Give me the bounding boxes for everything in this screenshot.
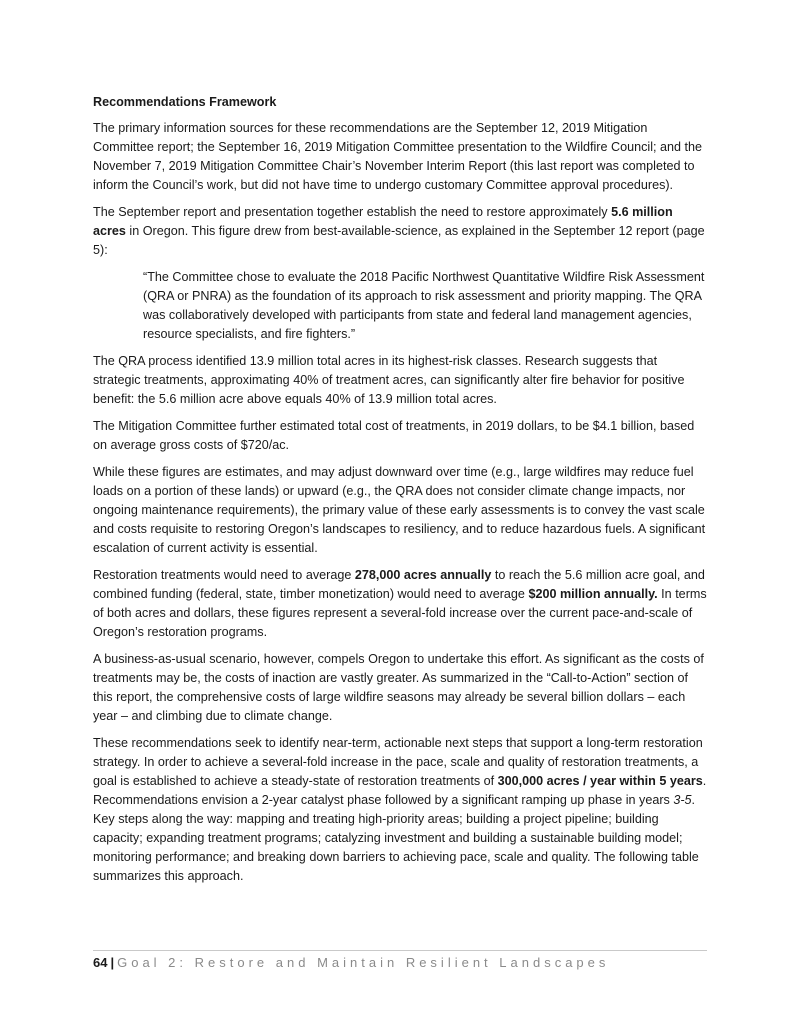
paragraph-business-as-usual: A business-as-usual scenario, however, compels Oregon to undertake this effort. As significant as the costs of treatments may be, the costs of inaction are vastly greater. As summarized in the “Call-to-Action” section of this report, the comprehensive costs of large wildfire seasons may already be several billion dollars – each year – and climbing due to climate change. <box>93 652 704 723</box>
paragraph-cost: The Mitigation Committee further estimated total cost of treatments, in 2019 dollars, to be $4.1 billion, based on average gross costs of $720/ac. <box>93 419 695 452</box>
goal-figure: 300,000 acres / year within 5 years <box>497 774 703 788</box>
acres-figure: 5.6 million acres <box>93 205 673 238</box>
paragraph-treatments-text-2: to reach the 5.6 million acre goal, and combined funding (federal, state, timber monetization) would need to average <box>93 568 705 601</box>
paragraph-estimates: While these figures are estimates, and may adjust downward over time (e.g., large wildfires may reduce fuel loads on a portion of these lands) or upward (e.g., the QRA does not consider climate change impacts, nor ongoing maintenance requirements), the primary value of these early assessments is to convey the vast scale and costs requisite to restoring Oregon’s landscapes to resiliency, and to reduce hazardous fuels. A significant escalation of current activity is essential. <box>93 465 706 555</box>
paragraph-need <box>93 203 707 260</box>
paragraph-qra: The QRA process identified 13.9 million total acres in its highest-risk classes. Research suggests that strategic treatments, approximating 40% of treatment acres, can significantly alter fire behavior for positive benefit: the 5.6 million acre above equals 40% of 13.9 million total acres. <box>93 354 685 406</box>
paragraph-treatments-text-3: In terms of both acres and dollars, these figures represent a several-fold increase over the current pace-and-scale of Oregon’s restoration programs. <box>93 587 707 639</box>
paragraph-need-text-1: The September report and presentation together establish the need to restore approximately <box>93 205 612 219</box>
paragraph-recommendations-text-3: . Key steps along the way: mapping and treating high-priority areas; building a project pipeline; building capacity; expanding treatment programs; catalyzing investment and building a sustainable building model; monitoring performance; and breaking down barriers to achieving pace, scale and quality. The following table summarizes this approach. <box>93 793 699 883</box>
document-body <box>93 93 707 894</box>
paragraph-need-text-2: in Oregon. This figure drew from best-available-science, as explained in the September 12 report (page 5): <box>93 224 705 257</box>
years-range: 3-5 <box>673 793 692 807</box>
paragraph-recommendations <box>93 734 707 886</box>
paragraph-treatments-text-1: Restoration treatments would need to average <box>93 568 355 582</box>
page-footer <box>93 950 707 972</box>
paragraph-sources: The primary information sources for these recommendations are the September 12, 2019 Mitigation Committee report; the September 16, 2019 Mitigation Committee presentation to the Wildfire Council; and the November 7, 2019 Mitigation Committee Chair’s November Interim Report (this last report was completed to inform the Council’s work, but did not have time to undergo customary Committee approval procedures). <box>93 121 703 192</box>
annual-funding-figure: $200 million annually. <box>528 587 658 601</box>
paragraph-treatments <box>93 566 707 642</box>
annual-acres-figure: 278,000 acres annually <box>354 568 492 582</box>
footer-separator: | <box>110 955 115 970</box>
chapter-title: Goal 2: Restore and Maintain Resilient Landscapes <box>117 955 610 970</box>
section-heading: Recommendations Framework <box>93 95 277 109</box>
paragraph-recommendations-text-1: These recommendations seek to identify near-term, actionable next steps that support a long-term restoration strategy. In order to achieve a several-fold increase in the pace, scale and quality of restoration treatments, a goal is established to achieve a steady-state of restoration treatments of <box>93 736 703 788</box>
paragraph-recommendations-text-2: . Recommendations envision a 2-year catalyst phase followed by a significant ramping up phase in years <box>93 774 707 807</box>
committee-quote: “The Committee chose to evaluate the 2018 Pacific Northwest Quantitative Wildfire Risk Assessment (QRA or PNRA) as the foundation of its approach to risk assessment and priority mapping. The QRA was collaboratively developed with participants from state and federal land management agencies, resource specialists, and fire fighters.” <box>143 270 705 341</box>
page-number: 64 <box>93 955 108 970</box>
